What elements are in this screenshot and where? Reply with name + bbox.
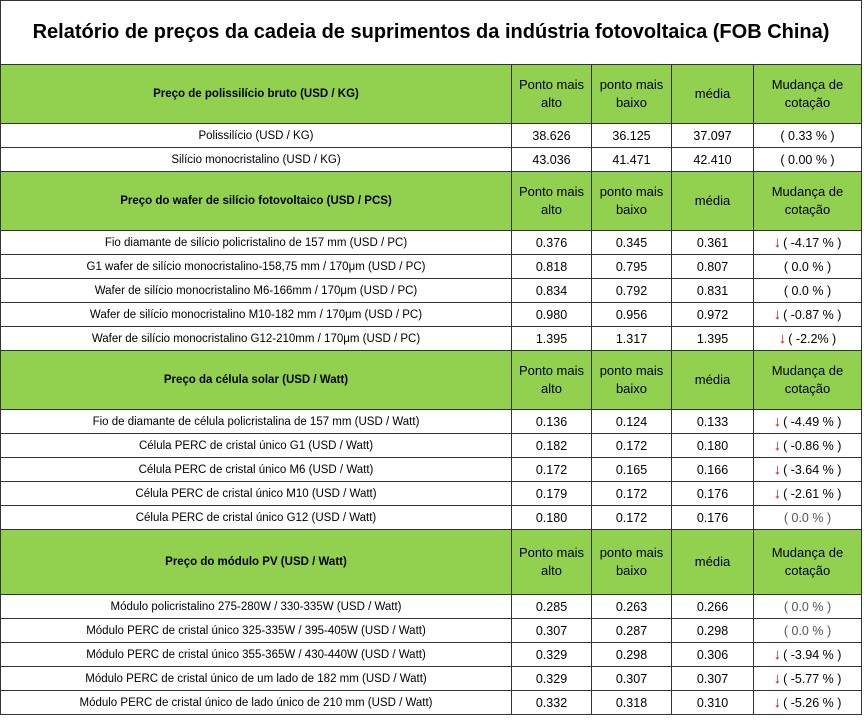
- report-title: [1, 1, 862, 65]
- column-header-change: Mudança de cotação: [754, 351, 862, 410]
- section-header-row: [1, 530, 862, 595]
- table-row: [1, 434, 862, 458]
- title-row: [1, 1, 862, 65]
- product-name: Polissilício (USD / KG): [1, 124, 512, 148]
- arrow-down-icon: ↓: [773, 694, 782, 711]
- price-high: 0.180: [512, 506, 592, 530]
- column-header-low: ponto mais baixo: [592, 351, 672, 410]
- price-high: 0.329: [512, 667, 592, 691]
- product-name: Célula PERC de cristal único M6 (USD / Watt): [1, 458, 512, 482]
- price-low: 0.287: [592, 619, 672, 643]
- price-change-text: ( 0.0 % ): [783, 510, 832, 525]
- price-avg: 0.306: [672, 643, 754, 667]
- table-row: [1, 231, 862, 255]
- price-change: [754, 458, 862, 482]
- price-low: 0.307: [592, 667, 672, 691]
- price-change: [754, 255, 862, 279]
- price-change: [754, 124, 862, 148]
- price-change-text: ( -5.26 % ): [783, 696, 842, 710]
- price-change-text: ( 0.0 % ): [783, 259, 832, 274]
- arrow-down-icon: ↓: [773, 306, 782, 323]
- column-header-change: Mudança de cotação: [754, 530, 862, 595]
- price-low: 0.795: [592, 255, 672, 279]
- price-change: [754, 667, 862, 691]
- price-high: 0.980: [512, 303, 592, 327]
- price-low: 0.792: [592, 279, 672, 303]
- price-change: [754, 482, 862, 506]
- price-change: [754, 231, 862, 255]
- product-name: Célula PERC de cristal único G1 (USD / Watt): [1, 434, 512, 458]
- price-change-text: ( -5.77 % ): [783, 672, 842, 686]
- product-name: Módulo PERC de cristal único de lado único de 210 mm (USD / Watt): [1, 691, 512, 715]
- product-name: Módulo policristalino 275-280W / 330-335W (USD / Watt): [1, 595, 512, 619]
- price-avg: 0.166: [672, 458, 754, 482]
- price-change-text: ( -0.86 % ): [783, 439, 842, 453]
- price-low: 0.172: [592, 434, 672, 458]
- price-change-text: ( -4.49 % ): [783, 415, 842, 429]
- column-header-low: ponto mais baixo: [592, 172, 672, 231]
- price-avg: 0.133: [672, 410, 754, 434]
- price-low: 0.124: [592, 410, 672, 434]
- table-row: [1, 458, 862, 482]
- price-avg: 0.176: [672, 482, 754, 506]
- price-change-text: ( 0.00 % ): [780, 152, 835, 167]
- price-change: [754, 619, 862, 643]
- section-header-row: [1, 172, 862, 231]
- table-row: [1, 327, 862, 351]
- price-avg: 0.807: [672, 255, 754, 279]
- price-change: [754, 434, 862, 458]
- price-low: 0.165: [592, 458, 672, 482]
- arrow-down-icon: ↓: [773, 437, 782, 454]
- product-name: Wafer de silício monocristalino M10-182 mm / 170μm (USD / PC): [1, 303, 512, 327]
- price-high: 43.036: [512, 148, 592, 172]
- price-change: [754, 506, 862, 530]
- price-low: 0.172: [592, 482, 672, 506]
- price-high: 0.307: [512, 619, 592, 643]
- price-change: [754, 279, 862, 303]
- price-avg: 0.310: [672, 691, 754, 715]
- price-change: [754, 303, 862, 327]
- section-header-row: [1, 65, 862, 124]
- price-low: 41.471: [592, 148, 672, 172]
- price-change-text: ( -3.94 % ): [783, 648, 842, 662]
- price-avg: 1.395: [672, 327, 754, 351]
- section-header-row: [1, 351, 862, 410]
- column-header-avg: média: [672, 172, 754, 231]
- price-high: 0.376: [512, 231, 592, 255]
- product-name: Wafer de silício monocristalino G12-210mm / 170μm (USD / PC): [1, 327, 512, 351]
- arrow-down-icon: ↓: [773, 485, 782, 502]
- product-name: Módulo PERC de cristal único 355-365W / 430-440W (USD / Watt): [1, 643, 512, 667]
- price-change-text: ( -2.2% ): [788, 332, 837, 346]
- column-header-avg: média: [672, 530, 754, 595]
- price-change-text: ( -2.61 % ): [783, 487, 842, 501]
- price-high: 0.285: [512, 595, 592, 619]
- table-row: [1, 410, 862, 434]
- column-header-low: ponto mais baixo: [592, 65, 672, 124]
- arrow-down-icon: ↓: [773, 646, 782, 663]
- price-high: 38.626: [512, 124, 592, 148]
- product-name: Fio de diamante de célula policristalina de 157 mm (USD / Watt): [1, 410, 512, 434]
- price-high: 0.179: [512, 482, 592, 506]
- price-low: 0.345: [592, 231, 672, 255]
- price-high: 0.182: [512, 434, 592, 458]
- price-change-text: ( -4.17 % ): [783, 236, 842, 250]
- product-name: Módulo PERC de cristal único de um lado de 182 mm (USD / Watt): [1, 667, 512, 691]
- price-low: 36.125: [592, 124, 672, 148]
- product-name: Wafer de silício monocristalino M6-166mm / 170μm (USD / PC): [1, 279, 512, 303]
- price-avg: 0.298: [672, 619, 754, 643]
- price-change: [754, 148, 862, 172]
- table-row: [1, 506, 862, 530]
- column-header-avg: média: [672, 351, 754, 410]
- column-header-change: Mudança de cotação: [754, 65, 862, 124]
- report-title-text: Relatório de preços da cadeia de suprimentos da indústria fotovoltaica (FOB China): [32, 21, 830, 43]
- price-avg: 0.176: [672, 506, 754, 530]
- price-high: 0.818: [512, 255, 592, 279]
- price-low: 0.956: [592, 303, 672, 327]
- column-header-high: Ponto mais alto: [512, 351, 592, 410]
- price-low: 1.317: [592, 327, 672, 351]
- price-change: [754, 643, 862, 667]
- product-name: Célula PERC de cristal único M10 (USD / Watt): [1, 482, 512, 506]
- product-name: Célula PERC de cristal único G12 (USD / Watt): [1, 506, 512, 530]
- price-low: 0.172: [592, 506, 672, 530]
- price-change-text: ( -3.64 % ): [783, 463, 842, 477]
- price-change-text: ( -0.87 % ): [783, 308, 842, 322]
- column-header-avg: média: [672, 65, 754, 124]
- arrow-down-icon: ↓: [773, 461, 782, 478]
- table-row: [1, 595, 862, 619]
- table-row: [1, 619, 862, 643]
- product-name: G1 wafer de silício monocristalino-158,75 mm / 170μm (USD / PC): [1, 255, 512, 279]
- price-avg: 0.972: [672, 303, 754, 327]
- table-row: [1, 255, 862, 279]
- table-row: [1, 667, 862, 691]
- section-label: Preço do módulo PV (USD / Watt): [1, 530, 512, 595]
- price-low: 0.263: [592, 595, 672, 619]
- price-change: [754, 410, 862, 434]
- price-change: [754, 691, 862, 715]
- price-change: [754, 327, 862, 351]
- price-high: 0.172: [512, 458, 592, 482]
- table-row: [1, 279, 862, 303]
- price-avg: 0.307: [672, 667, 754, 691]
- product-name: Fio diamante de silício policristalino de 157 mm (USD / PC): [1, 231, 512, 255]
- arrow-down-icon: ↓: [773, 234, 782, 251]
- table-row: [1, 482, 862, 506]
- table-row: [1, 691, 862, 715]
- price-low: 0.318: [592, 691, 672, 715]
- price-high: 1.395: [512, 327, 592, 351]
- price-change-text: ( 0.33 % ): [780, 128, 835, 143]
- price-high: 0.332: [512, 691, 592, 715]
- column-header-low: ponto mais baixo: [592, 530, 672, 595]
- section-label: Preço do wafer de silício fotovoltaico (USD / PCS): [1, 172, 512, 231]
- column-header-high: Ponto mais alto: [512, 65, 592, 124]
- price-avg: 0.180: [672, 434, 754, 458]
- table-row: [1, 124, 862, 148]
- price-avg: 0.266: [672, 595, 754, 619]
- table-row: [1, 148, 862, 172]
- price-change-text: ( 0.0 % ): [783, 599, 832, 614]
- price-avg: 37.097: [672, 124, 754, 148]
- price-high: 0.834: [512, 279, 592, 303]
- column-header-change: Mudança de cotação: [754, 172, 862, 231]
- price-change-text: ( 0.0 % ): [783, 283, 832, 298]
- column-header-high: Ponto mais alto: [512, 172, 592, 231]
- section-label: Preço de polissilício bruto (USD / KG): [1, 65, 512, 124]
- arrow-down-icon: ↓: [778, 330, 787, 347]
- price-high: 0.136: [512, 410, 592, 434]
- price-change: [754, 595, 862, 619]
- section-label: Preço da célula solar (USD / Watt): [1, 351, 512, 410]
- price-low: 0.298: [592, 643, 672, 667]
- table-row: [1, 303, 862, 327]
- column-header-high: Ponto mais alto: [512, 530, 592, 595]
- price-avg: 0.361: [672, 231, 754, 255]
- arrow-down-icon: ↓: [773, 670, 782, 687]
- price-avg: 0.831: [672, 279, 754, 303]
- product-name: Silício monocristalino (USD / KG): [1, 148, 512, 172]
- product-name: Módulo PERC de cristal único 325-335W / 395-405W (USD / Watt): [1, 619, 512, 643]
- price-avg: 42.410: [672, 148, 754, 172]
- table-row: [1, 643, 862, 667]
- price-change-text: ( 0.0 % ): [783, 623, 832, 638]
- arrow-down-icon: ↓: [773, 413, 782, 430]
- price-high: 0.329: [512, 643, 592, 667]
